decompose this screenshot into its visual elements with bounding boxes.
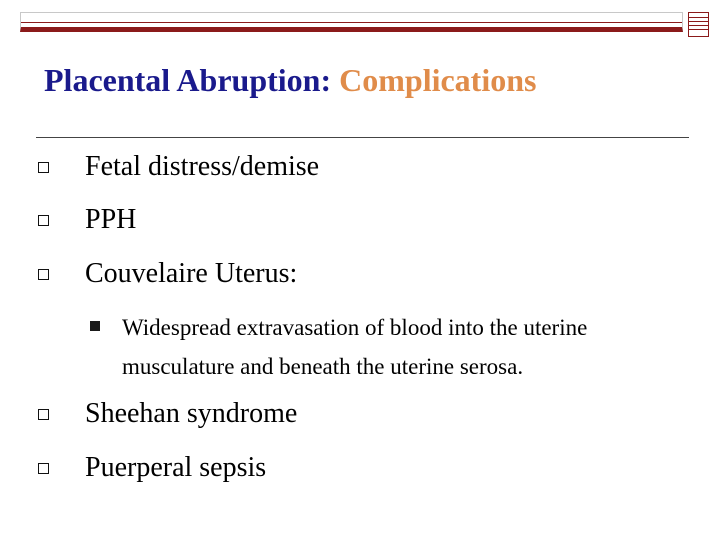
top-decorative-bar [20,12,683,32]
bullet-text: Couvelaire Uterus: [85,258,298,289]
hollow-square-icon [38,463,49,474]
hollow-square-icon [38,269,49,280]
hollow-square-icon [38,162,49,173]
sub-bullet-item [90,308,682,386]
corner-decoration [688,12,709,37]
title-main: Placental Abruption [44,62,321,98]
bullet-item [38,452,266,484]
bullet-text: PPH [85,204,137,235]
hollow-square-icon [38,215,49,226]
slide-title [44,62,536,99]
title-accent: Complications [339,62,537,98]
bullet-text: Puerperal sepsis [85,452,267,483]
filled-square-icon [90,321,100,331]
title-separator: : [320,62,340,98]
bullet-item [38,151,319,183]
bullet-text: Sheehan syndrome [85,398,298,429]
title-divider [36,137,689,138]
hollow-square-icon [38,409,49,420]
bullet-item [38,398,297,430]
sub-bullet-text: Widespread extravasation of blood into the uterine musculature and beneath the uterine serosa. [122,315,588,379]
bullet-item [38,204,136,236]
bullet-text: Fetal distress/demise [85,151,320,182]
bullet-item [38,258,297,290]
